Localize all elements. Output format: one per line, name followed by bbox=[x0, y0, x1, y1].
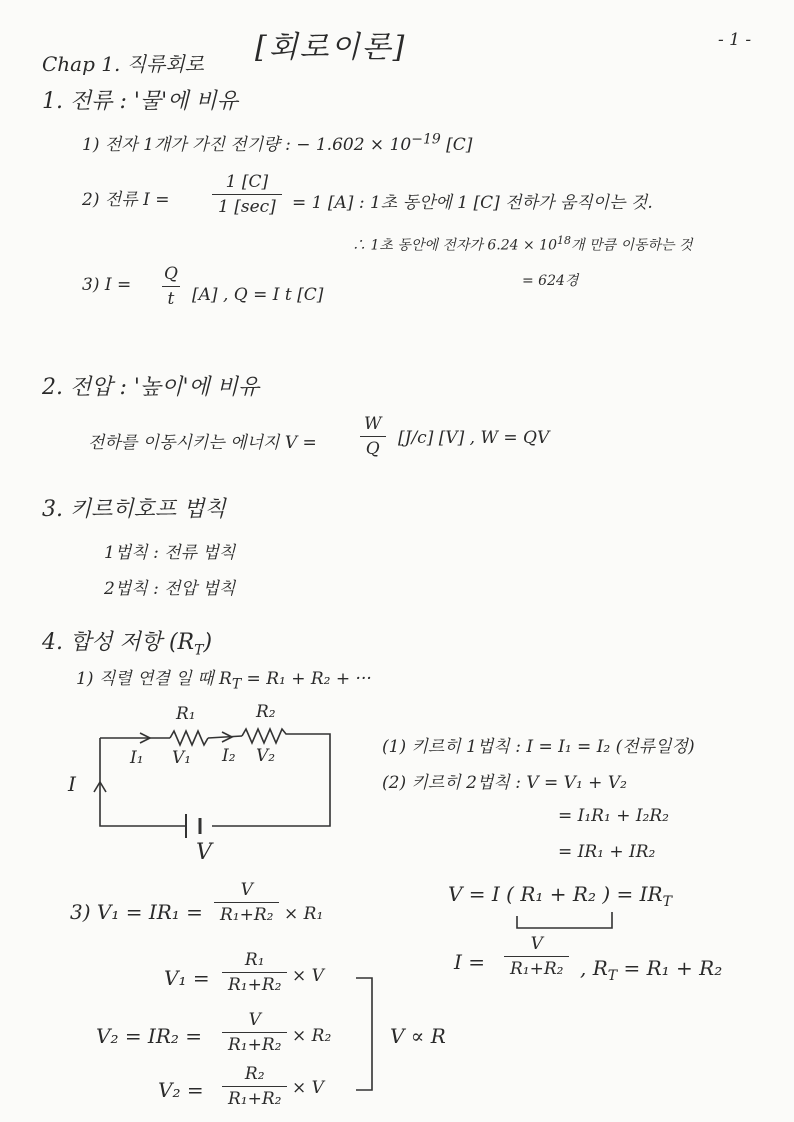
kirchhoff-2-step-2: = IR₁ + IR₂ bbox=[558, 842, 656, 862]
heading-close: ) bbox=[203, 630, 213, 655]
resistor-r1-symbol bbox=[170, 731, 208, 745]
fraction-denominator: R₁+R₂ bbox=[222, 1086, 287, 1109]
item-1-3-prefix: 3) I = bbox=[82, 275, 132, 295]
fraction-denominator: R₁+R₂ bbox=[222, 1032, 287, 1055]
note-suffix: 개 만큼 이동하는 것 bbox=[571, 237, 693, 254]
voltage-definition-suffix: [J/c] [V] , W = QV bbox=[398, 428, 550, 448]
fraction-denominator: 1 [sec] bbox=[212, 194, 282, 217]
fraction-numerator: R₁ bbox=[244, 950, 265, 970]
fraction-numerator: V bbox=[240, 880, 253, 900]
kirchhoff-law-2: 2법칙 : 전압 법칙 bbox=[104, 579, 236, 599]
divider-v2-suffix: × R₂ bbox=[292, 1026, 332, 1046]
rt-sum-value: = R₁ + R₂ bbox=[617, 956, 723, 980]
electron-charge-unit: [C] bbox=[446, 135, 473, 155]
rt-subscript: T bbox=[231, 676, 242, 693]
label-v2: V₂ bbox=[256, 746, 276, 766]
item-1-2-note-value: = 624경 bbox=[522, 273, 579, 289]
divider-v2b-prefix: V₂ = bbox=[158, 1078, 204, 1102]
kirchhoff-1-result: (1) 키르히 1법칙 : I = I₁ = I₂ (전류일정) bbox=[382, 737, 695, 757]
heading-subscript: T bbox=[194, 642, 204, 659]
divider-v1-suffix: × R₁ bbox=[284, 904, 324, 924]
chapter-heading: Chap 1. 직류회로 bbox=[42, 52, 204, 76]
rt-subscript: T bbox=[662, 894, 672, 910]
section-3-heading: 3. 키르히호프 법칙 bbox=[42, 497, 226, 522]
item-1-3-suffix: [A] , Q = I t [C] bbox=[192, 285, 324, 305]
electron-charge-exponent: −19 bbox=[411, 131, 441, 148]
divider-v2b-fraction bbox=[222, 1064, 287, 1109]
page-number: - 1 - bbox=[718, 30, 752, 50]
current-equation-prefix: I = bbox=[454, 950, 486, 974]
resistor-r2-symbol bbox=[242, 729, 290, 743]
page-title: [회로이론] bbox=[255, 30, 407, 65]
electron-charge-text: 1) 전자 1개가 가진 전기량 : − 1.602 × 10 bbox=[82, 135, 412, 155]
rt-sum-prefix: , R bbox=[580, 956, 608, 980]
label-current-i: I bbox=[68, 772, 76, 796]
note-text: ∴ 1초 동안에 전자가 6.24 × 10 bbox=[352, 237, 557, 254]
fraction-numerator: R₂ bbox=[244, 1064, 265, 1084]
proportion-bracket bbox=[356, 978, 372, 1090]
series-connection-text: 1) 직렬 연결 일 때 R bbox=[76, 669, 232, 689]
section-4-heading-text: 4. 합성 저항 (R bbox=[42, 630, 195, 655]
rt-sum-equation bbox=[580, 956, 722, 984]
section-2-heading: 2. 전압 : '높이'에 비유 bbox=[42, 375, 260, 400]
label-source-v: V bbox=[196, 840, 212, 865]
divider-v2-fraction bbox=[222, 1010, 287, 1055]
fraction-denominator: R₁+R₂ bbox=[504, 956, 569, 979]
proportionality-statement: V ∝ R bbox=[390, 1024, 446, 1048]
kirchhoff-law-1: 1법칙 : 전류 법칙 bbox=[104, 543, 236, 563]
item-1-2-prefix: 2) 전류 I = bbox=[82, 190, 170, 210]
voltage-definition-prefix: 전하를 이동시키는 에너지 V = bbox=[88, 433, 317, 453]
fraction-numerator: Q bbox=[164, 264, 178, 284]
divider-v1-fraction bbox=[214, 880, 279, 925]
fraction-denominator: t bbox=[162, 286, 181, 309]
label-r2: R₂ bbox=[256, 702, 276, 722]
divider-v1b-fraction bbox=[222, 950, 287, 995]
note-exponent: 18 bbox=[557, 234, 571, 247]
rt-equation bbox=[448, 882, 672, 910]
divider-v2-prefix: V₂ = IR₂ = bbox=[96, 1024, 203, 1048]
fraction-numerator: V bbox=[248, 1010, 261, 1030]
series-sum: = R₁ + R₂ + ··· bbox=[241, 669, 372, 689]
divider-v1b-prefix: V₁ = bbox=[164, 966, 210, 990]
fraction-numerator: W bbox=[364, 414, 382, 434]
label-v1: V₁ bbox=[172, 748, 192, 768]
divider-v1b-suffix: × V bbox=[292, 966, 324, 986]
kirchhoff-2-step-1: = I₁R₁ + I₂R₂ bbox=[558, 806, 669, 826]
fraction-denominator: R₁+R₂ bbox=[222, 972, 287, 995]
wire-between-resistors bbox=[208, 736, 242, 738]
rt-equation-text: V = I ( R₁ + R₂ ) = IR bbox=[448, 882, 663, 906]
current-equation-fraction bbox=[504, 934, 569, 979]
fraction-numerator: V bbox=[530, 934, 543, 954]
divider-v1-prefix: 3) V₁ = IR₁ = bbox=[70, 900, 203, 924]
rt-subscript: T bbox=[607, 968, 618, 984]
fraction-denominator: Q bbox=[360, 436, 386, 459]
kirchhoff-2-result: (2) 키르히 2법칙 : V = V₁ + V₂ bbox=[382, 773, 627, 793]
rt-underbrace bbox=[517, 912, 612, 928]
label-i1: I₁ bbox=[130, 748, 144, 768]
section-1-heading: 1. 전류 : '물'에 비유 bbox=[42, 89, 238, 114]
item-1-2-definition: = 1 [A] : 1초 동안에 1 [C] 전하가 움직이는 것. bbox=[292, 193, 653, 213]
label-r1: R₁ bbox=[176, 704, 196, 724]
divider-v2b-suffix: × V bbox=[292, 1078, 324, 1098]
fraction-numerator: 1 [C] bbox=[225, 172, 269, 192]
fraction-denominator: R₁+R₂ bbox=[214, 902, 279, 925]
label-i2: I₂ bbox=[222, 746, 236, 766]
